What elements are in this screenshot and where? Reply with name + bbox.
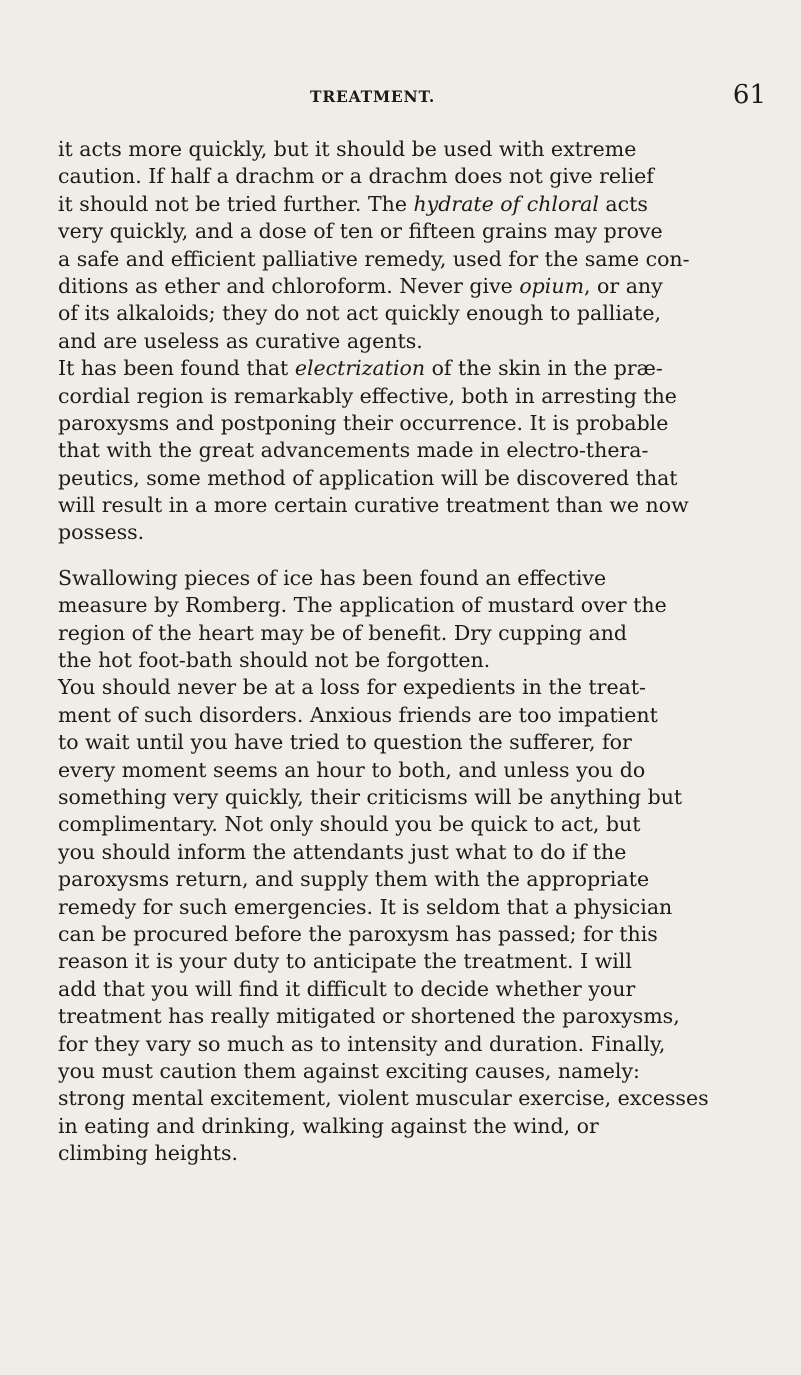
text-line: remedy for such emergencies. It is seldom that a physician xyxy=(58,894,673,919)
text-line: complimentary. Not only should you be quick to act, but xyxy=(58,812,641,837)
text-line: climbing heights. xyxy=(58,1141,239,1166)
text-line: possess. xyxy=(58,520,145,545)
text-line: It has been found that electrization of the skin in the præ- xyxy=(58,356,663,381)
text-line: peutics, some method of application will be discovered that xyxy=(58,465,678,490)
text-line: for they vary so much as to intensity and duration. Finally, xyxy=(58,1031,666,1056)
text-line: caution. If half a drachm or a drachm does not give relief xyxy=(58,164,654,189)
page-header xyxy=(60,82,766,112)
text-line: and are useless as curative agents. xyxy=(58,328,423,353)
text-line: you must caution them against exciting causes, namely: xyxy=(58,1058,640,1083)
text-line: every moment seems an hour to both, and unless you do xyxy=(58,757,646,782)
italic-term: electrization xyxy=(294,356,426,381)
text-line: of its alkaloids; they do not act quickly enough to palliate, xyxy=(58,301,662,326)
text-line: region of the heart may be of benefit. Dry cupping and xyxy=(58,620,628,645)
paragraph-expedients xyxy=(58,674,776,1167)
page-number: 61 xyxy=(732,80,766,110)
text-line: very quickly, and a dose of ten or fifteen grains may prove xyxy=(58,219,663,244)
text-line: measure by Romberg. The application of mustard over the xyxy=(58,593,667,618)
text-line: treatment has really mitigated or shortened the paroxysms, xyxy=(58,1004,680,1029)
running-title: TREATMENT. xyxy=(310,87,436,106)
text-line: something very quickly, their criticisms will be anything but xyxy=(58,784,683,809)
paragraph-gap xyxy=(58,547,776,565)
text-line: it acts more quickly, but it should be used with extreme xyxy=(58,137,637,161)
text-line: strong mental excitement, violent muscular exercise, excesses xyxy=(58,1086,709,1111)
text-line: ditions as ether and chloroform. Never give opium, or any xyxy=(58,273,663,298)
text-line: add that you will find it difficult to decide whether your xyxy=(58,976,636,1001)
paragraph-ice xyxy=(58,565,776,675)
text-line: in eating and drinking, walking against the wind, or xyxy=(58,1113,599,1138)
text-line: to wait until you have tried to question the sufferer, for xyxy=(58,730,632,755)
text-line: paroxysms return, and supply them with the appropriate xyxy=(58,867,650,892)
text-line: cordial region is remarkably effective, both in arresting the xyxy=(58,383,677,408)
text-line: paroxysms and postponing their occurrence. It is probable xyxy=(58,410,669,435)
text-line: ment of such disorders. Anxious friends are too impatient xyxy=(58,702,658,727)
text-line: you should inform the attendants just what to do if the xyxy=(58,839,627,864)
text-line: can be procured before the paroxysm has passed; for this xyxy=(58,921,658,946)
paragraph-chloral xyxy=(58,136,776,355)
text-line: reason it is your duty to anticipate the treatment. I will xyxy=(58,949,632,974)
text-line: You should never be at a loss for expedients in the treat- xyxy=(58,675,646,700)
text-line: it should not be tried further. The hydrate of chloral acts xyxy=(58,191,648,216)
text-line: will result in a more certain curative treatment than we now xyxy=(58,493,689,518)
paragraph-electrization xyxy=(58,355,776,547)
text-line: the hot foot-bath should not be forgotten. xyxy=(58,648,491,673)
text-line: that with the great advancements made in electro-thera- xyxy=(58,438,649,463)
italic-term: opium xyxy=(519,273,585,298)
italic-term: hydrate of chloral xyxy=(413,191,599,216)
text-line: a safe and efficient palliative remedy, used for the same con- xyxy=(58,246,690,271)
text-line: Swallowing pieces of ice has been found an effective xyxy=(58,565,607,590)
body-text xyxy=(58,136,776,1167)
